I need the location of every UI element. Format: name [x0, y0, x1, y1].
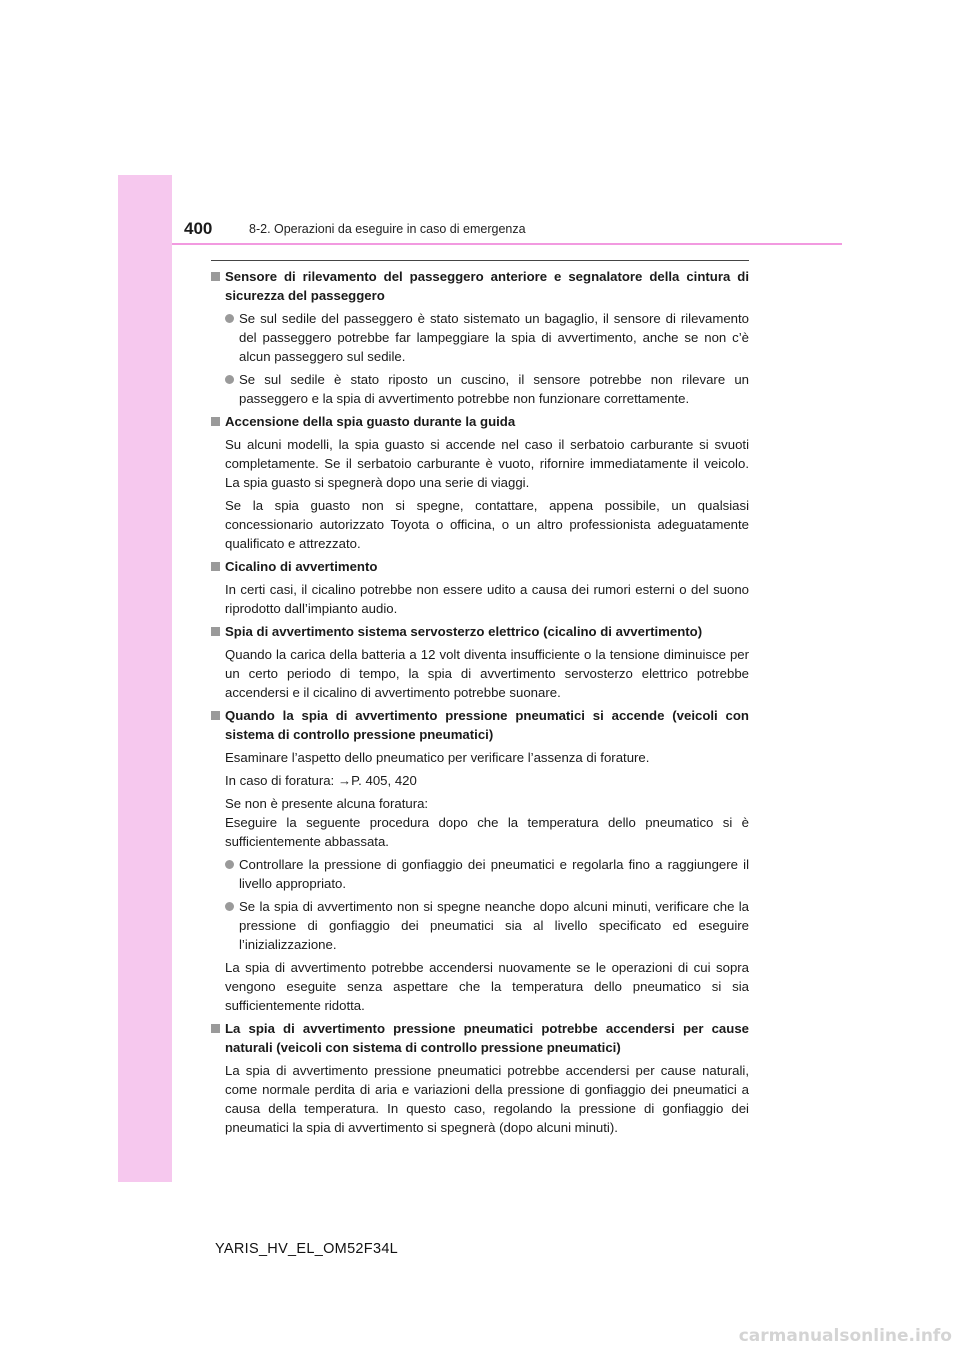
paragraph: Esaminare l’aspetto dello pneumatico per verificare l’assenza di forature.: [225, 750, 650, 765]
watermark: carmanualsonline.info: [738, 1326, 952, 1346]
paragraph: Se non è presente alcuna foratura: Eseguire la seguente procedura dopo che la temperatura dello pneumatico si è sufficientemente abbassata.: [225, 796, 749, 849]
paragraph: Quando la carica della batteria a 12 volt diventa insufficiente o la tensione diminuisce per un certo periodo di tempo, la spia di avvertimento servosterzo elettrico potrebbe accendersi e il cicalino di avvertimento potrebbe suonare.: [225, 647, 749, 700]
chapter-title: 8-2. Operazioni da eseguire in caso di emergenza: [249, 222, 526, 236]
square-bullet-icon: [211, 562, 220, 571]
square-bullet-icon: [211, 417, 220, 426]
bullet-item: Controllare la pressione di gonfiaggio dei pneumatici e regolarla fino a raggiungere il livello appropriato.: [211, 855, 749, 893]
paragraph: La spia di avvertimento potrebbe accendersi nuovamente se le operazioni di cui sopra vengono eseguite senza aspettare che la temperatura dello pneumatico si sia sufficientemente ridotta.: [225, 960, 749, 1013]
square-bullet-icon: [211, 627, 220, 636]
page-reference: In caso di foratura: →P. 405, 420: [225, 773, 417, 788]
section-heading: Quando la spia di avvertimento pressione pneumatici si accende (veicoli con sistema di controllo pressione pneumatici): [211, 706, 749, 744]
circle-bullet-icon: [225, 375, 234, 384]
section-power-steering: [211, 622, 749, 702]
section-heading: La spia di avvertimento pressione pneumatici potrebbe accendersi per cause naturali (veicoli con sistema di controllo pressione pneumatici): [211, 1019, 749, 1057]
section-heading: Cicalino di avvertimento: [211, 557, 749, 576]
paragraph: La spia di avvertimento pressione pneumatici potrebbe accendersi per cause naturali, come normale perdita di aria e variazioni della pressione di gonfiaggio dei pneumatici a causa della temperatura. In questo caso, regolando la pressione di gonfiaggio dei pneumatici la spia di avvertimento si spegnerà (dopo alcuni minuti).: [225, 1063, 749, 1135]
bullet-item: Se sul sedile del passeggero è stato sistemato un bagaglio, il sensore di rilevamento del passeggero potrebbe far lampeggiare la spia di avvertimento, anche se non c’è alcun passeggero sul sedile.: [211, 309, 749, 366]
paragraph: Se la spia guasto non si spegne, contattare, appena possibile, un qualsiasi concessionario autorizzato Toyota o officina, o un altro professionista adeguatamente qualificato e attrezzato.: [225, 498, 749, 551]
paragraph: Su alcuni modelli, la spia guasto si accende nel caso il serbatoio carburante si svuoti completamente. Se il serbatoio carburante è vuoto, rifornire immediatamente il veicolo. La spia guasto si spegnerà dopo una serie di viaggi.: [225, 437, 749, 490]
bullet-item: Se sul sedile è stato riposto un cuscino, il sensore potrebbe non rilevare un passeggero e la spia di avvertimento potrebbe non funzionare correttamente.: [211, 370, 749, 408]
section-heading: Spia di avvertimento sistema servosterzo elettrico (cicalino di avvertimento): [211, 622, 749, 641]
header-rule: [172, 243, 842, 245]
square-bullet-icon: [211, 1024, 220, 1033]
square-bullet-icon: [211, 272, 220, 281]
section-heading: Sensore di rilevamento del passeggero anteriore e segnalatore della cintura di sicurezza del passeggero: [211, 267, 749, 305]
circle-bullet-icon: [225, 314, 234, 323]
section-warning-buzzer: [211, 557, 749, 618]
page-content: [211, 267, 749, 1141]
section-tire-pressure-light: [211, 706, 749, 1015]
circle-bullet-icon: [225, 860, 234, 869]
square-bullet-icon: [211, 711, 220, 720]
section-passenger-sensor: [211, 267, 749, 408]
bullet-item: Se la spia di avvertimento non si spegne neanche dopo alcuni minuti, verificare che la pressione di gonfiaggio dei pneumatici sia al livello specificato ed eseguire l’inizializzazione.: [211, 897, 749, 954]
chapter-side-band: [118, 175, 172, 1182]
section-heading: Accensione della spia guasto durante la guida: [211, 412, 749, 431]
section-tire-pressure-natural: [211, 1019, 749, 1137]
page-number: 400: [184, 219, 213, 238]
section-malfunction-light: [211, 412, 749, 553]
circle-bullet-icon: [225, 902, 234, 911]
section-divider: [211, 260, 749, 261]
paragraph: In certi casi, il cicalino potrebbe non essere udito a causa dei rumori esterni o del suono riprodotto dall’impianto audio.: [225, 582, 749, 616]
model-code: YARIS_HV_EL_OM52F34L: [215, 1241, 399, 1257]
